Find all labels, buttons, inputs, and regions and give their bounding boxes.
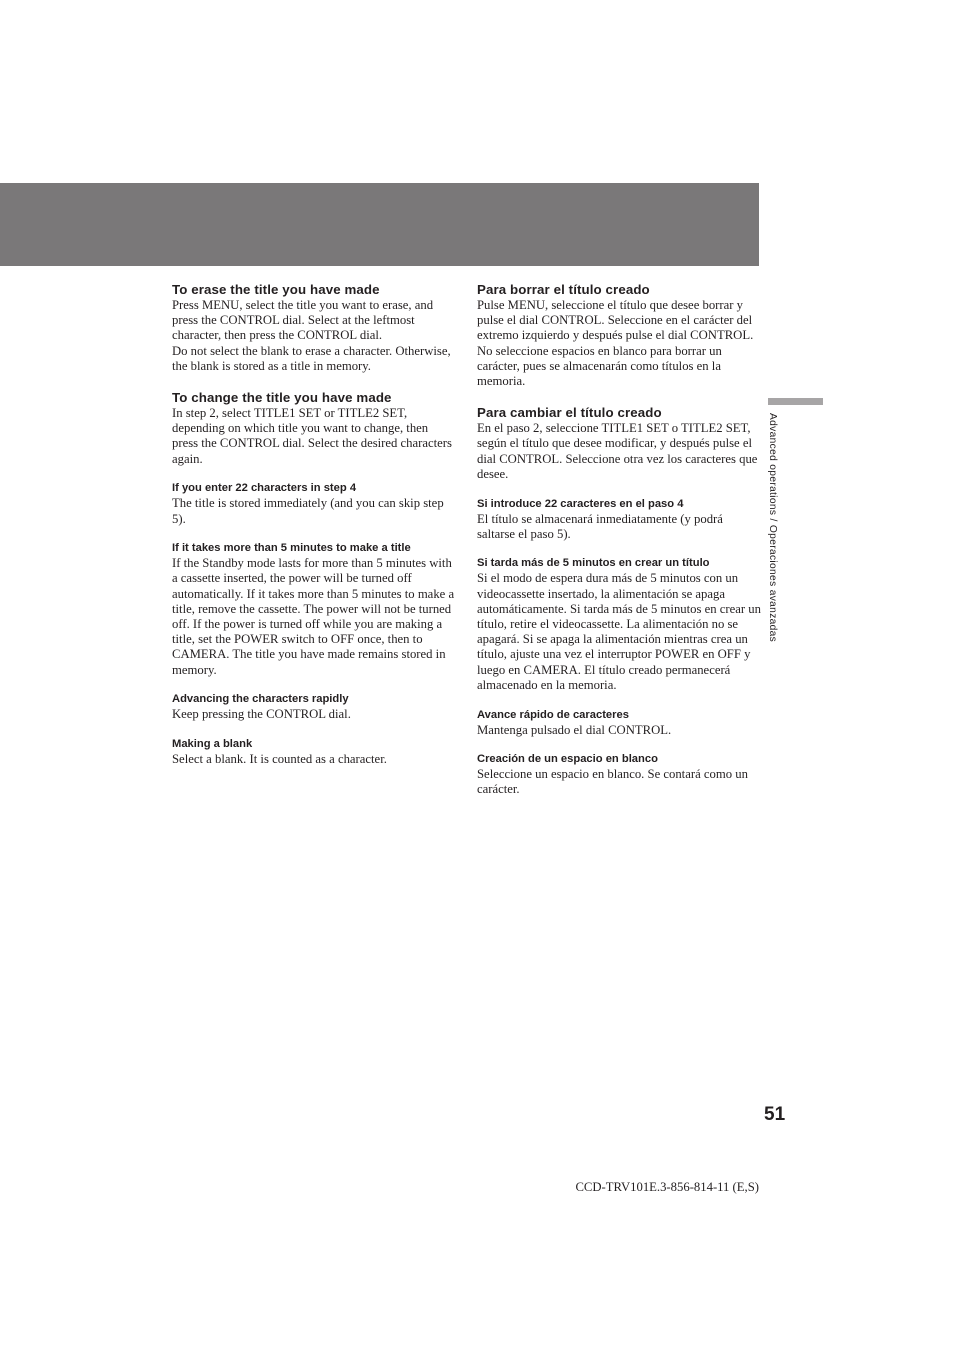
subheading-avance-rapido: Avance rápido de caracteres: [477, 708, 629, 721]
side-tab-bar: [768, 398, 823, 405]
seccion-cambiar-titulo: [477, 405, 762, 482]
header-band: [0, 183, 759, 266]
borrar-paragraph-1: Pulse MENU, seleccione el título que desee borrar y pulse el dial CONTROL. Seleccione en el carácter del extremo izquierdo y después pulse el dial CONTROL.: [477, 298, 754, 343]
section-advancing: [172, 692, 457, 722]
seccion-avance-rapido: [477, 708, 762, 738]
heading-erase-title: To erase the title you have made: [172, 282, 380, 297]
heading-cambiar-titulo: Para cambiar el título creado: [477, 405, 662, 421]
heading-change-title: To change the title you have made: [172, 390, 392, 406]
cambiar-paragraph: En el paso 2, seleccione TITLE1 SET o TITLE2 SET, según el título que desee modificar, y después pulse el dial CONTROL. Seleccione otra vez los caracteres que desee.: [477, 421, 758, 481]
heading-borrar-titulo: Para borrar el título creado: [477, 282, 650, 297]
subheading-advancing: Advancing the characters rapidly: [172, 693, 349, 706]
section-erase-title: [172, 282, 457, 374]
section-five-minutes: [172, 541, 457, 678]
subheading-espacio-blanco: Creación de un espacio en blanco: [477, 753, 658, 766]
change-paragraph: In step 2, select TITLE1 SET or TITLE2 SET, depending on which title you want to change, then press the CONTROL dial. Select the desired characters again.: [172, 406, 452, 466]
model-code: CCD-TRV101E.3-856-814-11 (E,S): [575, 1180, 759, 1194]
blank-paragraph: Select a blank. It is counted as a character.: [172, 752, 387, 767]
section-blank: [172, 737, 457, 767]
section-change-title: [172, 390, 457, 467]
seccion-borrar-titulo: [477, 282, 762, 389]
erase-paragraph-1: Press MENU, select the title you want to erase, and press the CONTROL dial. Select at the leftmost character, then press the CONTROL dial.: [172, 298, 434, 343]
seccion-22-caracteres: [477, 497, 762, 542]
section-22-characters: [172, 481, 457, 526]
subheading-blank: Making a blank: [172, 738, 253, 751]
borrar-paragraph-2: No seleccione espacios en blanco para borrar un carácter, pues se almacenarán como títulos en la memoria.: [477, 343, 722, 389]
advancing-paragraph: Keep pressing the CONTROL dial.: [172, 707, 351, 722]
chars22-paragraph: The title is stored immediately (and you can skip step 5).: [172, 496, 444, 526]
subheading-cinco-minutos: Si tarda más de 5 minutos en crear un título: [477, 557, 710, 570]
erase-paragraph-2: Do not select the blank to erase a character. Otherwise, the blank is stored as a title in memory.: [172, 343, 451, 373]
espacio-blanco-paragraph: Seleccione un espacio en blanco. Se contará como un carácter.: [477, 767, 748, 797]
subheading-22-characters: If you enter 22 characters in step 4: [172, 482, 357, 495]
english-column: [172, 282, 457, 767]
avance-rapido-paragraph: Mantenga pulsado el dial CONTROL.: [477, 722, 672, 737]
side-tab-label: Advanced operations / Operaciones avanzadas: [767, 413, 778, 643]
caracteres22-paragraph: El título se almacenará inmediatamente (y podrá saltarse el paso 5).: [477, 511, 723, 541]
cinco-minutos-paragraph: Si el modo de espera dura más de 5 minutos con un videocassette insertado, la alimentación se apaga automáticamente. Si tarda más de 5 minutos en crear un título, retire el videocassette. La alimentación no se apagará. Si se apaga la alimentación mientras crea un título, ajuste una vez el interruptor POWER en OFF y luego en CAMERA. El título creado permanecerá almacenado en la memoria.: [477, 571, 761, 692]
subheading-22-caracteres: Si introduce 22 caracteres en el paso 4: [477, 497, 684, 510]
spanish-column: [477, 282, 762, 798]
subheading-five-minutes: If it takes more than 5 minutes to make a title: [172, 542, 411, 555]
five-minutes-paragraph: If the Standby mode lasts for more than 5 minutes with a cassette inserted, the power will be turned off automatically. If it takes more than 5 minutes to make a title, remove the cassette. The power will not be turned off. If the power is turned off while you are making a title, set the POWER switch to OFF once, then to CAMERA. The title you have made remains stored in memory.: [172, 556, 455, 677]
page-number: 51: [764, 1104, 786, 1125]
seccion-cinco-minutos: [477, 556, 762, 693]
seccion-espacio-blanco: [477, 752, 762, 797]
